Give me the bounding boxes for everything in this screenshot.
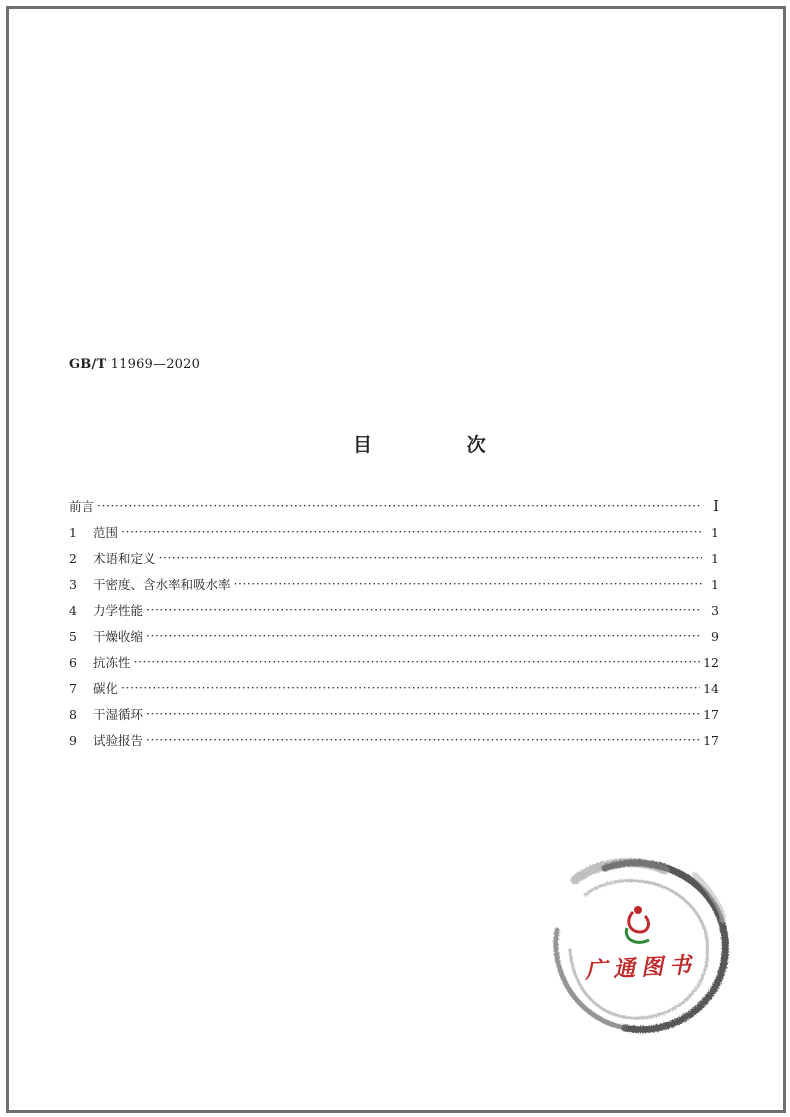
toc-entry-label: 干燥收缩 (93, 629, 144, 644)
toc-leader-dots (146, 602, 702, 617)
seal-emblem-icon (626, 906, 649, 942)
publisher-seal-logo (545, 850, 735, 1040)
toc-leader-dots (146, 732, 700, 747)
toc-entry-4[interactable] (69, 601, 719, 627)
toc-leader-dots (234, 576, 702, 591)
toc-entry-3[interactable] (69, 575, 719, 601)
toc-leader-dots (134, 654, 701, 669)
toc-entry-number: 8 (69, 707, 77, 722)
toc-entry-label: 力学性能 (93, 603, 144, 618)
toc-entry-number: 9 (69, 733, 77, 748)
toc-entry-page: 1 (711, 551, 719, 566)
toc-leader-dots (121, 680, 700, 695)
toc-leader-dots (159, 550, 702, 565)
toc-entry-7[interactable] (69, 679, 719, 705)
toc-entry-page: 17 (703, 733, 719, 748)
toc-entry-label: 术语和定义 (93, 551, 156, 566)
toc-entry-label: 碳化 (93, 681, 119, 696)
toc-entry-number: 5 (69, 629, 77, 644)
toc-entry-8[interactable] (69, 705, 719, 731)
toc-title: 目 次 (353, 434, 530, 456)
toc-entry-9[interactable] (69, 731, 719, 757)
toc-entry-page: 14 (703, 681, 719, 696)
seal-text: 广通图书 (584, 953, 698, 984)
toc-entry-label: 前言 (69, 499, 95, 514)
toc-entry-6[interactable] (69, 653, 719, 679)
toc-entry-number: 2 (69, 551, 77, 566)
toc-entry-2[interactable] (69, 549, 719, 575)
toc-leader-dots (97, 498, 702, 513)
toc-entry-number: 6 (69, 655, 77, 670)
standard-number: 11969—2020 (110, 357, 201, 372)
toc-entry-page: 12 (703, 655, 719, 670)
toc-entry-number: 3 (69, 577, 77, 592)
toc-entry-label: 干密度、含水率和吸水率 (93, 577, 231, 592)
toc-entry-label: 抗冻性 (93, 655, 131, 670)
toc-entry-label: 干湿循环 (93, 707, 144, 722)
toc-entry-foreword[interactable] (69, 497, 719, 523)
toc-entry-1[interactable] (69, 523, 719, 549)
toc-entry-page: 3 (711, 603, 719, 618)
toc-entry-page: 1 (711, 577, 719, 592)
toc-entry-5[interactable] (69, 627, 719, 653)
toc-entry-number: 4 (69, 603, 77, 618)
toc-entry-number: 1 (69, 525, 77, 540)
toc-leader-dots (121, 524, 702, 539)
toc-entry-label: 试验报告 (93, 733, 144, 748)
toc-entry-label: 范围 (93, 525, 119, 540)
standard-prefix: GB/T (69, 357, 107, 372)
standard-code (69, 357, 200, 372)
toc-entry-page: Ⅰ (713, 497, 719, 515)
toc-entry-page: 17 (703, 707, 719, 722)
toc-entry-page: 9 (711, 629, 719, 644)
toc-leader-dots (146, 628, 702, 643)
toc-entry-number: 7 (69, 681, 77, 696)
toc-entry-page: 1 (711, 525, 719, 540)
toc-leader-dots (146, 706, 700, 721)
table-of-contents (69, 497, 719, 757)
